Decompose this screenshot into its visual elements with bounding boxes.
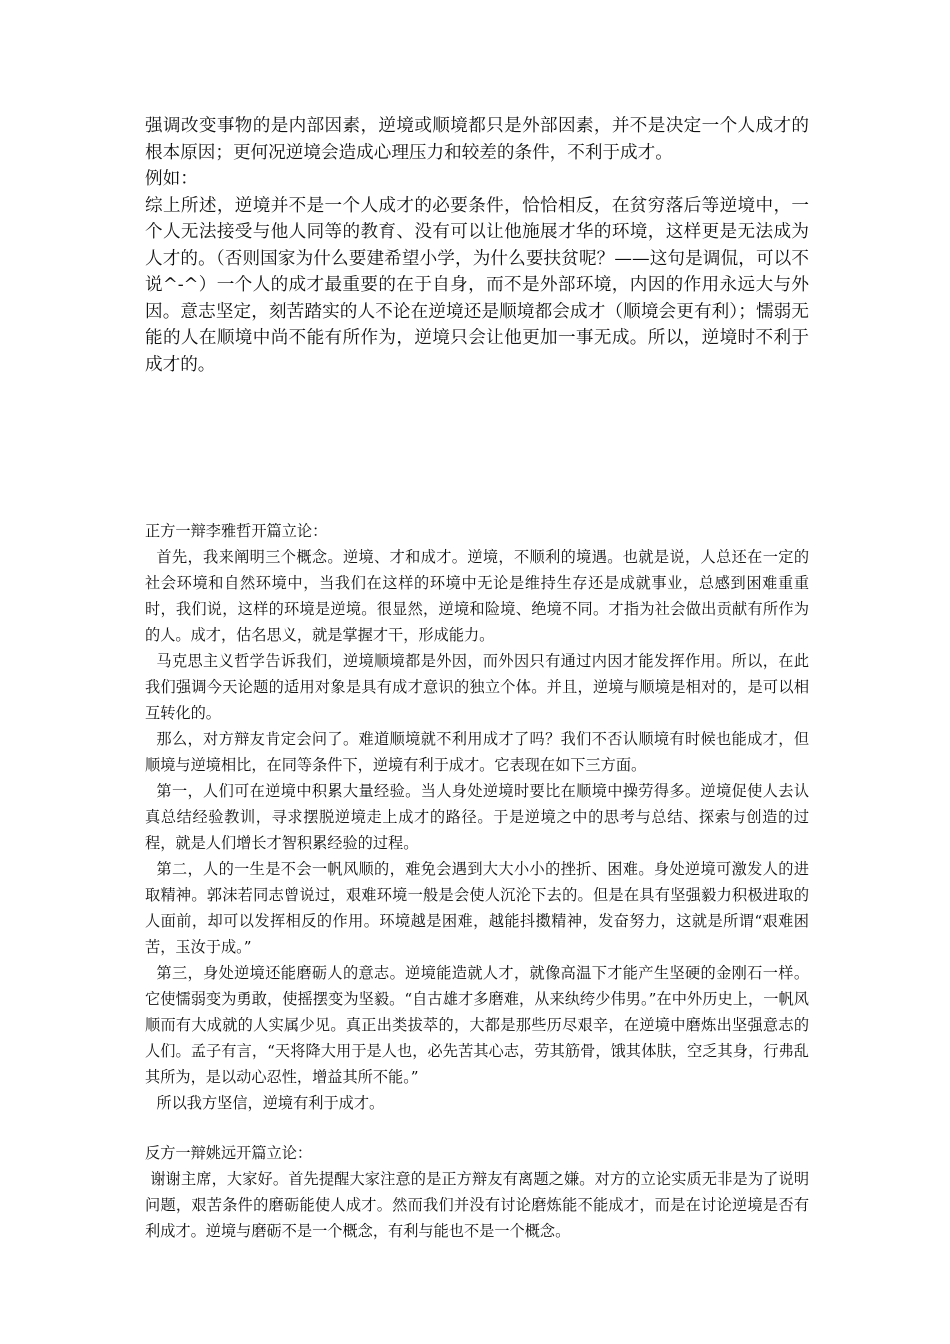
paragraph: 首先，我来阐明三个概念。逆境、才和成才。逆境，不顺利的境遇。也就是说，人总还在一定的社会环境和自然环境中，当我们在这样的环境中无论是维持生存还是成就事业，总感到困难重重时，我们说，这样的环境是逆境。很显然，逆境和险境、绝境不同。才指为社会做出贡献有所作为的人。成才，估名思义，就是掌握才干，形成能力。 [145,548,809,644]
paragraph: 第三，身处逆境还能磨砺人的意志。逆境能造就人才，就像高温下才能产生坚硬的金刚石一样。它使懦弱变为勇敢，使摇摆变为坚毅。“自古雄才多磨难，从来纨绔少伟男。”在中外历史上，一帆风顺而有大成就的人实属少见。真正出类拔萃的，大都是那些历尽艰辛，在逆境中磨炼出坚强意志的人们。孟子有言，“天将降大用于是人也，必先苦其心志，劳其筋骨，饿其体肤，空乏其身，行弗乱其所为，是以动心忍性，增益其所不能。” [145,964,809,1086]
paragraph: 强调改变事物的是内部因素，逆境或顺境都只是外部因素，并不是决定一个人成才的根本原因；更何况逆境会造成心理压力和较差的条件，不利于成才。 [145,116,809,163]
paragraph: 马克思主义哲学告诉我们，逆境顺境都是外因，而外因只有通过内因才能发挥作用。所以，在此我们强调今天论题的适用对象是具有成才意识的独立个体。并且，逆境与顺境是相对的，是可以相互转化的。 [145,652,809,722]
paragraph: 谢谢主席，大家好。首先提醒大家注意的是正方辩友有离题之嫌。对方的立论实质无非是为了说明问题，艰苦条件的磨砺能使人成才。然而我们并没有讨论磨炼能不能成才，而是在讨论逆境是否有利成才。逆境与磨砺不是一个概念，有利与能也不是一个概念。 [145,1170,809,1240]
pro-opening-section [145,518,809,1116]
paragraph: 第二，人的一生是不会一帆风顺的，难免会遇到大大小小的挫折、困难。身处逆境可激发人的进取精神。郭沫若同志曾说过，艰难环境一般是会使人沉沦下去的。但是在具有坚强毅力积极进取的人面前，却可以发挥相反的作用。环境越是困难，越能抖擞精神，发奋努力，这就是所谓“艰难困苦，玉汝于成。” [145,860,809,956]
section-heading: 反方一辩姚远开篇立论： [145,1144,313,1162]
paragraph: 所以我方坚信，逆境有利于成才。 [156,1094,385,1112]
paragraph: 那么，对方辩友肯定会问了。难道顺境就不利用成才了吗？我们不否认顺境有时候也能成才，但顺境与逆境相比，在同等条件下，逆境有利于成才。它表现在如下三方面。 [145,730,809,774]
conclusion-section [145,113,809,378]
paragraph: 综上所述，逆境并不是一个人成才的必要条件，恰恰相反，在贫穷落后等逆境中，一个人无法接受与他人同等的教育、没有可以让他施展才华的环境，这样更是无法成为人才的。（否则国家为什么要建希望小学，为什么要扶贫呢？——这句是调侃，可以不说^-^）一个人的成才最重要的在于自身，而不是外部环境，内因的作用永远大与外因。意志坚定，刻苦踏实的人不论在逆境还是顺境都会成才（顺境会更有利）；懦弱无能的人在顺境中尚不能有所作为，逆境只会让他更加一事无成。所以，逆境时不利于成才的。 [145,195,809,375]
paragraph: 例如： [145,169,198,189]
paragraph: 第一，人们可在逆境中积累大量经验。当人身处逆境时要比在顺境中操劳得多。逆境促使人去认真总结经验教训，寻求摆脱逆境走上成才的路径。于是逆境之中的思考与总结、探索与创造的过程，就是人们增长才智积累经验的过程。 [145,782,809,852]
section-heading: 正方一辩李雅哲开篇立论： [145,522,328,540]
con-opening-section [145,1140,809,1244]
